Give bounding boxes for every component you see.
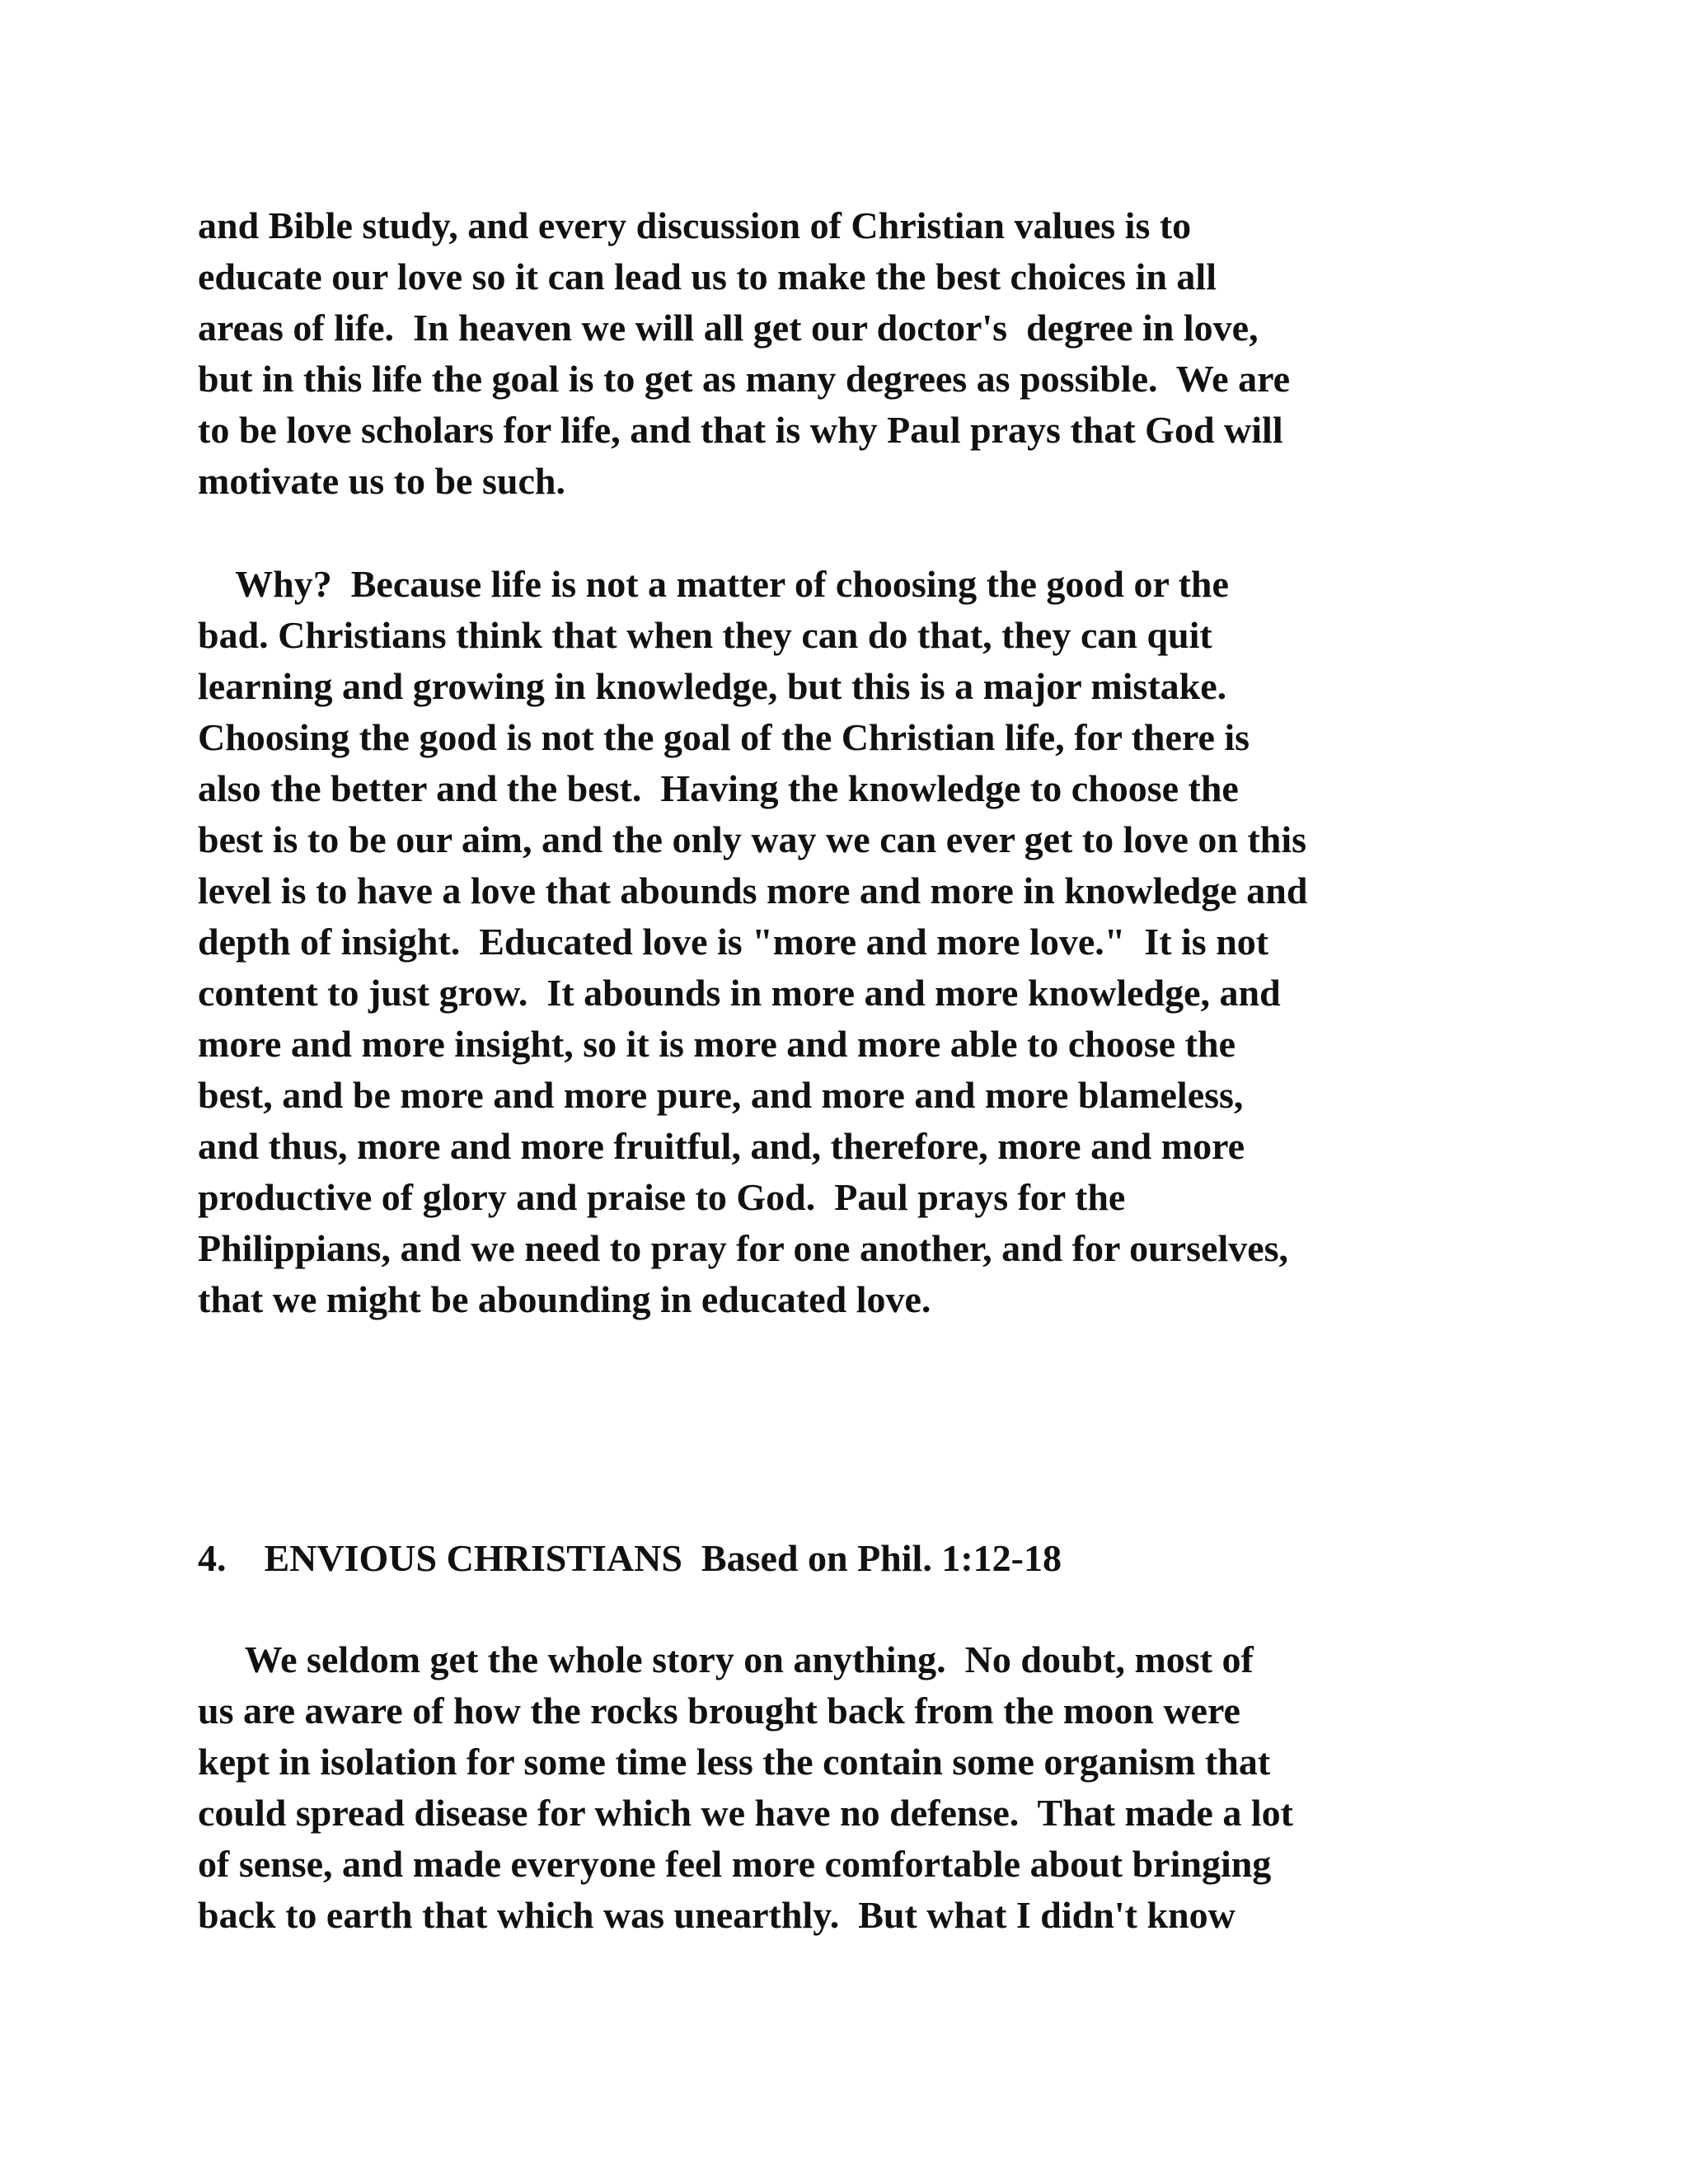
text-line: depth of insight. Educated love is "more and more love." It is not [198, 921, 1269, 963]
text-line: best is to be our aim, and the only way we can ever get to love on this [198, 818, 1307, 860]
heading-text: 4. ENVIOUS CHRISTIANS Based on Phil. 1:12-18 [198, 1537, 1062, 1579]
paragraph-moon-rocks [198, 1634, 1293, 1941]
text-line: that we might be abounding in educated love. [198, 1278, 931, 1320]
text-line: and Bible study, and every discussion of Christian values is to [198, 204, 1192, 246]
text-line: areas of life. In heaven we will all get our doctor's degree in love, [198, 307, 1259, 349]
text-line: productive of glory and praise to God. Paul prays for the [198, 1176, 1126, 1218]
text-line: We seldom get the whole story on anything. No doubt, most of [198, 1638, 1254, 1680]
text-line: of sense, and made everyone feel more comfortable about bringing [198, 1843, 1272, 1885]
text-line: could spread disease for which we have no defense. That made a lot [198, 1792, 1293, 1834]
text-line: and thus, more and more fruitful, and, therefore, more and more [198, 1125, 1245, 1167]
paragraph-educated-love [198, 559, 1307, 1325]
text-line: back to earth that which was unearthly. But what I didn't know [198, 1894, 1236, 1936]
text-line: level is to have a love that abounds more and more in knowledge and [198, 869, 1308, 912]
paragraph-love-scholars [198, 200, 1290, 507]
section-heading [198, 1533, 1062, 1584]
text-line: Choosing the good is not the goal of the Christian life, for there is [198, 716, 1250, 758]
text-line: to be love scholars for life, and that is why Paul prays that God will [198, 409, 1283, 451]
text-line: content to just grow. It abounds in more and more knowledge, and [198, 972, 1281, 1014]
text-line: best, and be more and more pure, and more and more blameless, [198, 1074, 1244, 1116]
text-line: educate our love so it can lead us to make the best choices in all [198, 255, 1217, 298]
text-line: more and more insight, so it is more and more able to choose the [198, 1023, 1236, 1065]
text-line: bad. Christians think that when they can do that, they can quit [198, 614, 1212, 656]
text-line: also the better and the best. Having the knowledge to choose the [198, 767, 1239, 809]
text-line: Philippians, and we need to pray for one another, and for ourselves, [198, 1227, 1289, 1269]
text-line: motivate us to be such. [198, 460, 565, 502]
text-line: us are aware of how the rocks brought back from the moon were [198, 1690, 1240, 1732]
text-line: but in this life the goal is to get as many degrees as possible. We are [198, 358, 1291, 400]
text-line: kept in isolation for some time less the contain some organism that [198, 1741, 1271, 1783]
text-line: Why? Because life is not a matter of choosing the good or the [198, 563, 1229, 605]
text-line: learning and growing in knowledge, but this is a major mistake. [198, 665, 1227, 707]
